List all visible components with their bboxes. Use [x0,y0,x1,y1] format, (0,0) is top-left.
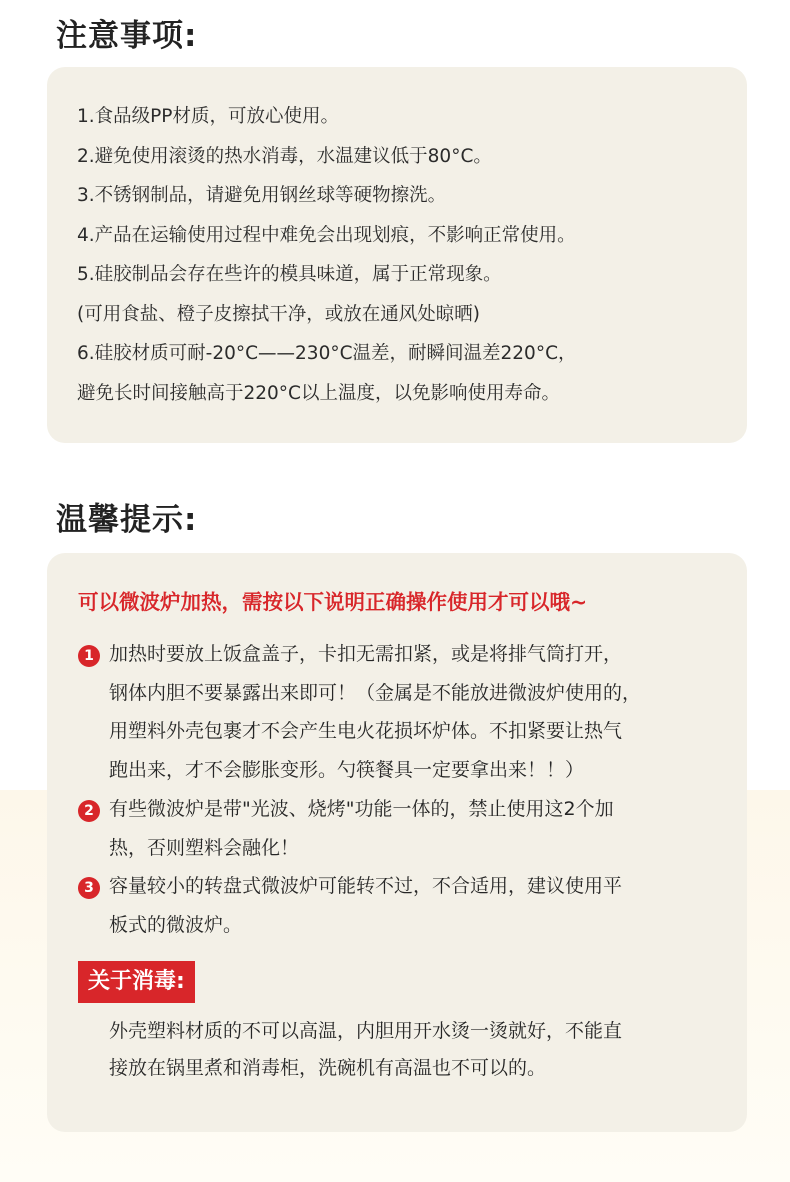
precaution-item: 1.食品级PP材质，可放心使用。 [77,106,339,127]
tips-title: 温馨提示: [56,502,198,538]
tip-line: 跑出来，才不会膨胀变形。勺筷餐具一定要拿出来！！） [109,758,585,781]
tip-line: 容量较小的转盘式微波炉可能转不过，不合适用，建议使用平 [109,875,623,897]
tip-item [78,867,738,944]
precaution-item: 2.避免使用滚烫的热水消毒，水温建议低于80°C。 [77,145,492,167]
disinfect-line: 接放在锅里煮和消毒柜，洗碗机有高温也不可以的。 [109,1057,547,1079]
tip-item [78,790,738,867]
precaution-item: 3.不锈钢制品，请避免用钢丝球等硬物擦洗。 [77,185,447,206]
disinfect-text [109,1013,739,1087]
precautions-title: 注意事项: [56,18,198,54]
number-badge-icon: 3 [78,877,100,899]
number-badge-icon: 1 [78,645,100,667]
number-badge-icon: 2 [78,800,100,822]
precaution-item: 5.硅胶制品会存在些许的模具味道，属于正常现象。 [77,264,502,285]
tip-line: 钢体内胆不要暴露出来即可！（金属是不能放进微波炉使用的， [109,681,642,704]
tips-card [47,553,747,1132]
tip-line: 热，否则塑料会融化！ [109,836,300,859]
precaution-item: 避免长时间接触高于220°C以上温度，以免影响使用寿命。 [77,382,560,404]
precautions-card [47,67,747,443]
microwave-heading: 可以微波炉加热，需按以下说明正确操作使用才可以哦~ [78,590,588,614]
tip-item [78,635,738,789]
precaution-item: (可用食盐、橙子皮擦拭干净，或放在通风处晾晒) [77,303,480,325]
precaution-item: 6.硅胶材质可耐-20°C——230°C温差，耐瞬间温差220°C， [77,343,577,364]
disinfect-label: 关于消毒: [78,961,195,1003]
disinfect-line: 外壳塑料材质的不可以高温，内胆用开水烫一烫就好，不能直 [109,1020,623,1042]
tip-line: 加热时要放上饭盒盖子，卡扣无需扣紧，或是将排气筒打开， [109,643,623,665]
tip-line: 用塑料外壳包裹才不会产生电火花损坏炉体。不扣紧要让热气 [109,720,623,742]
precaution-item: 4.产品在运输使用过程中难免会出现划痕，不影响正常使用。 [77,224,576,246]
tip-line: 有些微波炉是带"光波、烧烤"功能一体的，禁止使用这2个加 [109,798,614,820]
precautions-list [77,97,727,413]
tip-line: 板式的微波炉。 [109,913,243,936]
